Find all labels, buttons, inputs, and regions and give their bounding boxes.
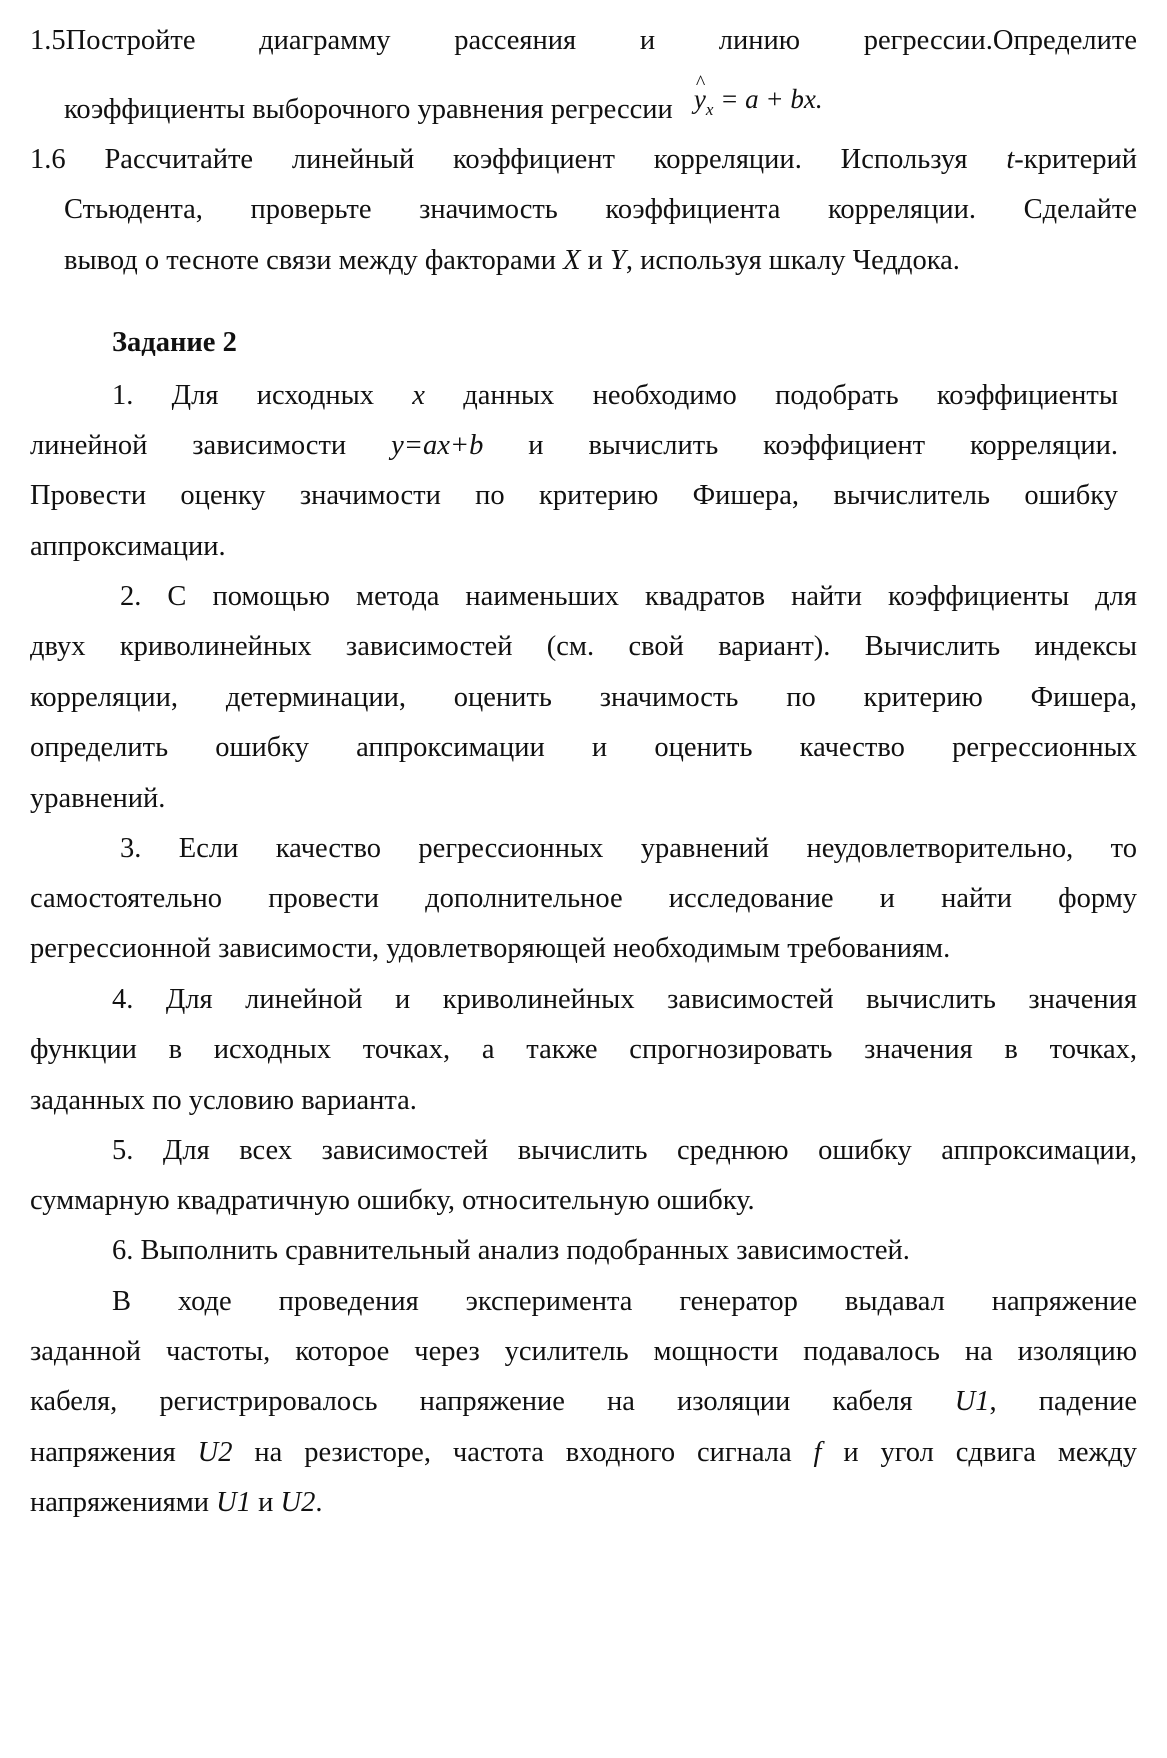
p1-line-3: Провести оценку значимости по критерию Фишера, вычислитель ошибку: [30, 480, 1118, 511]
formula-subscript: x: [705, 100, 714, 119]
text: и: [250, 1487, 281, 1518]
text: и вычислить коэффициент корреляции.: [483, 430, 1118, 461]
item-1-5-line-2: [64, 84, 1137, 137]
item-1-6-line-1: [30, 143, 1137, 177]
task-2-heading: Задание 2: [112, 327, 237, 358]
text: и угол сдвига между: [821, 1437, 1137, 1468]
item-1-6-line-2: Стьюдента, проверьте значимость коэффициента корреляции. Сделайте: [64, 194, 1137, 225]
linear-equation: y=ax+b: [391, 430, 484, 461]
p4-line-1: 4. Для линейной и криволинейных зависимостей вычислить значения: [112, 984, 1137, 1015]
text: напряжениями: [30, 1487, 217, 1518]
p1-line-2: [30, 429, 1118, 463]
x-symbol: X: [563, 245, 581, 276]
text: вывод о тесноте связи между факторами: [64, 245, 564, 276]
u2-symbol: U2: [280, 1487, 316, 1518]
u2-symbol: U2: [197, 1437, 233, 1468]
item-1-5-line-1: 1.5Постройте диаграмму рассеяния и линию регрессии.Определите: [30, 25, 1137, 56]
text: .: [315, 1487, 323, 1518]
p2-line-1: 2. С помощью метода наименьших квадратов найти коэффициенты для: [120, 581, 1137, 612]
x-symbol: x: [412, 380, 425, 411]
p1-line-1: [112, 379, 1118, 413]
p3-line-2: самостоятельно провести дополнительное исследование и найти форму: [30, 883, 1137, 914]
u1-symbol: U1: [954, 1386, 990, 1417]
t-symbol: t: [1006, 144, 1015, 175]
p5-line-1: 5. Для всех зависимостей вычислить среднюю ошибку аппроксимации,: [112, 1135, 1137, 1166]
p5-line-2: суммарную квадратичную ошибку, относительную ошибку.: [30, 1185, 755, 1216]
p7-line-2: заданной частоты, которое через усилитель мощности подавалось на изоляцию: [30, 1336, 1137, 1367]
text: линейной зависимости: [30, 430, 392, 461]
text: напряжения: [30, 1437, 198, 1468]
p7-line-1: В ходе проведения эксперимента генератор выдавал напряжение: [112, 1286, 1137, 1317]
text: 1. Для исходных: [112, 380, 413, 411]
p2-line-3: корреляции, детерминации, оценить значимость по критерию Фишера,: [30, 682, 1137, 713]
text: и: [580, 245, 611, 276]
p4-line-3: заданных по условию варианта.: [30, 1085, 417, 1116]
text: -критерий: [1014, 144, 1137, 175]
text: на резисторе, частота входного сигнала: [232, 1437, 814, 1468]
p7-line-3: [30, 1385, 1137, 1419]
item-1-5-text: коэффициенты выборочного уравнения регрессии: [64, 94, 673, 125]
text: кабеля, регистрировалось напряжение на изоляции кабеля: [30, 1386, 955, 1417]
p3-line-3: регрессионной зависимости, удовлетворяющей необходимым требованиям.: [30, 933, 951, 964]
text: , используя шкалу Чеддока.: [625, 245, 960, 276]
y-hat: ^ y: [694, 82, 706, 116]
text: 1.6 Рассчитайте линейный коэффициент корреляции. Используя: [30, 144, 1007, 175]
text: данных необходимо подобрать коэффициенты: [424, 380, 1118, 411]
p1-line-4: аппроксимации.: [30, 531, 226, 562]
p7-line-5: [30, 1486, 1137, 1520]
p2-line-4: определить ошибку аппроксимации и оценить качество регрессионных: [30, 732, 1137, 763]
p4-line-2: функции в исходных точках, а также спрогнозировать значения в точках,: [30, 1034, 1137, 1065]
p7-line-4: [30, 1436, 1137, 1470]
f-symbol: f: [813, 1437, 822, 1468]
p3-line-1: 3. Если качество регрессионных уравнений неудовлетворительно, то: [120, 833, 1137, 864]
item-1-6-line-3: [64, 244, 1137, 278]
y-symbol: Y: [610, 245, 626, 276]
p2-line-5: уравнений.: [30, 783, 166, 814]
text: , падение: [989, 1386, 1137, 1417]
regression-formula: [693, 84, 823, 119]
p6-line-1: 6. Выполнить сравнительный анализ подобранных зависимостей.: [112, 1235, 910, 1266]
p2-line-2: двух криволинейных зависимостей (см. свой вариант). Вычислить индексы: [30, 631, 1137, 662]
formula-rest: = a + bx.: [713, 84, 823, 114]
u1-symbol: U1: [216, 1487, 251, 1518]
